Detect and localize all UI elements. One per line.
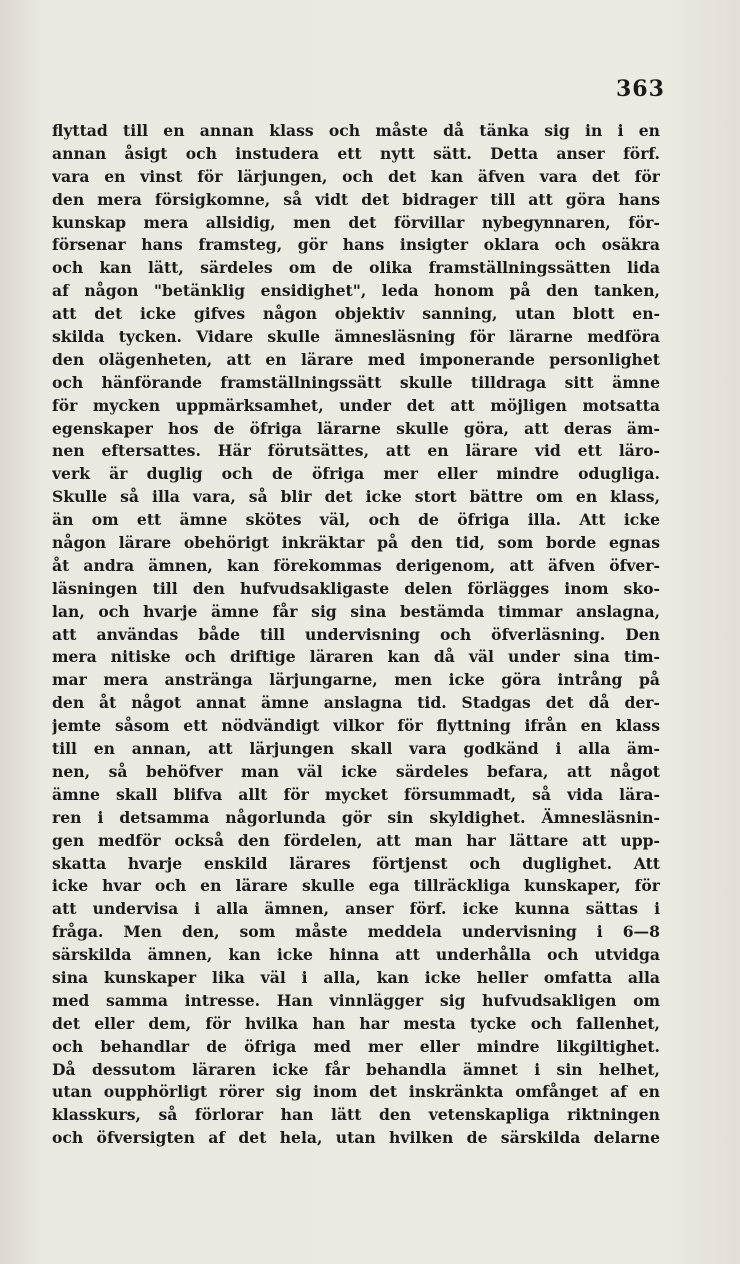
text-line: med samma intresse. Han vinnlägger sig hufvudsakligen om bbox=[52, 990, 660, 1010]
text-line: vara en vinst för lärjungen, och det kan äfven vara det för bbox=[52, 166, 660, 186]
text-line: Då dessutom läraren icke får behandla ämnet i sin helhet, bbox=[52, 1059, 660, 1079]
text-line: nen eftersattes. Här förutsättes, att en lärare vid ett läro- bbox=[52, 441, 660, 461]
text-line: åt andra ämnen, kan förekommas derigenom, att äfven öfver- bbox=[52, 555, 660, 575]
text-line: mar mera anstränga lärjungarne, men icke göra intrång på bbox=[52, 670, 660, 690]
text-line: af någon "betänklig ensidighet", leda honom på den tanken, bbox=[52, 281, 660, 301]
text-line: jemte såsom ett nödvändigt vilkor för flyttning ifrån en klass bbox=[52, 716, 660, 736]
text-line: försenar hans framsteg, gör hans insigter oklara och osäkra bbox=[52, 235, 660, 255]
text-line: till en annan, att lärjungen skall vara godkänd i alla äm- bbox=[52, 739, 660, 759]
text-line: den mera försigkomne, så vidt det bidrager till att göra hans bbox=[52, 189, 660, 209]
text-line: och kan lätt, särdeles om de olika framställningssätten lida bbox=[52, 258, 660, 278]
text-line: nen, så behöfver man väl icke särdeles befara, att något bbox=[52, 761, 660, 781]
text-line: verk är duglig och de öfriga mer eller mindre odugliga. bbox=[52, 464, 660, 484]
text-line: flyttad till en annan klass och måste då tänka sig in i en bbox=[52, 121, 660, 140]
text-line: någon lärare obehörigt inkräktar på den tid, som borde egnas bbox=[52, 533, 660, 553]
text-line: fråga. Men den, som måste meddela undervisning i 6—8 bbox=[52, 922, 660, 942]
text-line: ämne skall blifva allt för mycket försummadt, så vida lära- bbox=[52, 784, 660, 804]
text-line: än om ett ämne skötes väl, och de öfriga illa. Att icke bbox=[52, 510, 660, 530]
text-line: lan, och hvarje ämne får sig sina bestämda timmar anslagna, bbox=[52, 601, 660, 621]
text-line: kunskap mera allsidig, men det förvillar nybegynnaren, för- bbox=[52, 212, 660, 232]
text-line: särskilda ämnen, kan icke hinna att underhålla och utvidga bbox=[52, 945, 660, 965]
text-line: läsningen till den hufvudsakligaste delen förlägges inom sko- bbox=[52, 578, 660, 598]
text-line: ren i detsamma någorlunda gör sin skyldighet. Ämnesläsnin- bbox=[52, 807, 660, 827]
text-line: skilda tycken. Vidare skulle ämnesläsning för lärarne medföra bbox=[52, 327, 660, 347]
text-line: att undervisa i alla ämnen, anser förf. icke kunna sättas i bbox=[52, 899, 660, 919]
text-line: och behandlar de öfriga med mer eller mindre likgiltighet. bbox=[52, 1036, 660, 1056]
text-line: att användas både till undervisning och öfverläsning. Den bbox=[52, 624, 660, 644]
text-line: och hänförande framställningssätt skulle tilldraga sitt ämne bbox=[52, 372, 660, 392]
text-line: gen medför också den fördelen, att man har lättare att upp- bbox=[52, 830, 660, 850]
text-line: den åt något annat ämne anslagna tid. Stadgas det då der- bbox=[52, 693, 660, 713]
text-line: och öfversigten af det hela, utan hvilken de särskilda delarne bbox=[52, 1128, 660, 1148]
text-line: utan oupphörligt rörer sig inom det inskränkta omfånget af en bbox=[52, 1082, 660, 1102]
text-line: skatta hvarje enskild lärares förtjenst och duglighet. Att bbox=[52, 853, 660, 873]
text-line: egenskaper hos de öfriga lärarne skulle göra, att deras äm- bbox=[52, 418, 660, 438]
body-text bbox=[52, 120, 660, 1150]
text-line: den olägenheten, att en lärare med imponerande personlighet bbox=[52, 349, 660, 369]
text-line: Skulle så illa vara, så blir det icke stort bättre om en klass, bbox=[52, 487, 660, 507]
text-line: sina kunskaper lika väl i alla, kan icke heller omfatta alla bbox=[52, 967, 660, 987]
page-number: 363 bbox=[616, 76, 665, 102]
text-line: att det icke gifves någon objektiv sanning, utan blott en- bbox=[52, 304, 660, 324]
text-line: icke hvar och en lärare skulle ega tillräckliga kunskaper, för bbox=[52, 876, 660, 896]
text-line: klasskurs, så förlorar han lätt den vetenskapliga riktningen bbox=[52, 1105, 660, 1125]
text-line: mera nitiske och driftige läraren kan då väl under sina tim- bbox=[52, 647, 660, 667]
text-line: för mycken uppmärksamhet, under det att möjligen motsatta bbox=[52, 395, 660, 415]
text-line: det eller dem, för hvilka han har mesta tycke och fallenhet, bbox=[52, 1013, 660, 1033]
text-line: annan åsigt och instudera ett nytt sätt. Detta anser förf. bbox=[52, 143, 660, 163]
